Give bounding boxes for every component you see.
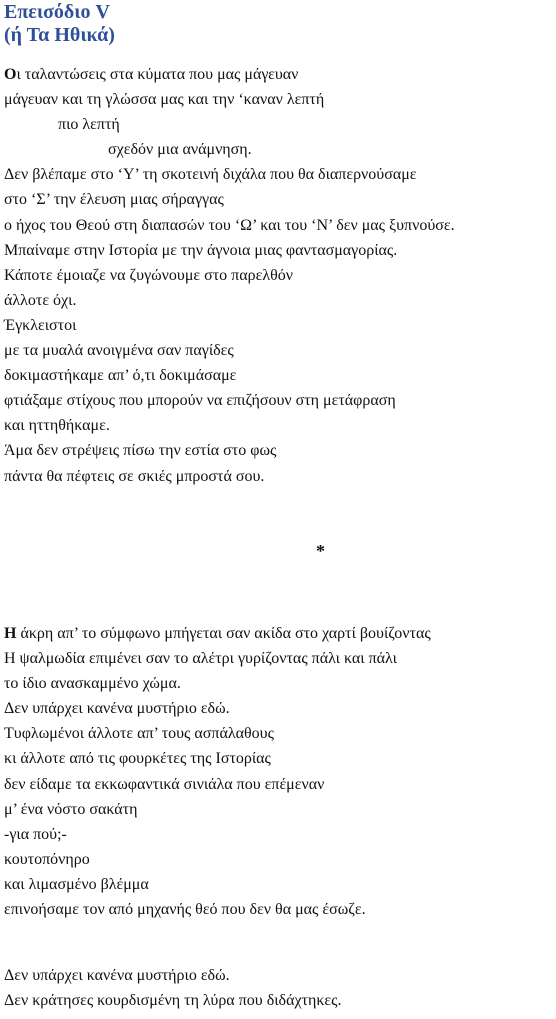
title-line-2: (ή Τα Ηθικά) (4, 24, 115, 46)
poem-line: άλλοτε όχι. (4, 291, 77, 309)
poem-line: Δεν βλέπαμε στο ‘Υ’ τη σκοτεινή διχάλα που θα διαπερνούσαμε (4, 166, 417, 184)
poem-line (4, 62, 556, 87)
poem-line: και ηττηθήκαμε. (4, 417, 110, 435)
poem-line (4, 621, 556, 646)
poem-line: Άμα δεν στρέψεις πίσω την εστία στο φως (4, 442, 277, 460)
poem-line: Τυφλωμένοι άλλοτε απ’ τους ασπάλαθους (4, 725, 274, 743)
poem-line: πάντα θα πέφτεις σε σκιές μπροστά σου. (4, 467, 265, 485)
poem-line: μ’ ένα νόστο σακάτη (4, 800, 138, 818)
poem-line: κουτοπόνηρο (4, 850, 90, 868)
drop-letter: Η (4, 625, 17, 642)
section-separator: * (316, 541, 325, 561)
poem-line: και λιμασμένο βλέμμα (4, 875, 149, 893)
title-line-1: Επεισόδιο V (4, 1, 110, 23)
poem-line: στο ‘Σ’ την έλευση μιας σήραγγας (4, 191, 224, 209)
stanza-2 (4, 621, 556, 922)
drop-letter: Ο (4, 66, 17, 83)
stanza-1 (4, 62, 556, 489)
line-text: άκρη απ’ το σύμφωνο μπήγεται σαν ακίδα στο χαρτί βουίζοντας (16, 625, 431, 642)
poem-line: σχεδόν μια ανάμνηση. (108, 141, 252, 159)
poem-line: Δεν υπάρχει κανένα μυστήριο εδώ. (4, 700, 230, 718)
poem-line: Η ψαλμωδία επιμένει σαν το αλέτρι γυρίζοντας πάλι και πάλι (4, 650, 397, 668)
poem-line: πιο λεπτή (58, 116, 120, 134)
poem-line: ο ήχος του Θεού στη διαπασών του ‘Ω’ και του ‘Ν’ δεν μας ξυπνούσε. (4, 216, 455, 234)
poem-line: Κάποτε έμοιαζε να ζυγώνουμε στο παρελθόν (4, 266, 293, 284)
poem-line: δεν είδαμε τα εκκωφαντικά σινιάλα που επέμεναν (4, 775, 325, 793)
poem-line: Δεν κράτησες κουρδισμένη τη λύρα που διδάχτηκες. (4, 992, 342, 1010)
poem-line: επινοήσαμε τον από μηχανής θεό που δεν θα μας έσωζε. (4, 901, 366, 919)
poem-line: φτιάξαμε στίχους που μπορούν να επιζήσουν στη μετάφραση (4, 392, 396, 410)
poem-line: Δεν υπάρχει κανένα μυστήριο εδώ. (4, 967, 230, 984)
line-text: ι ταλαντώσεις στα κύματα που μας μάγευαν (16, 66, 299, 83)
poem-line: δοκιμαστήκαμε απ’ ό,τι δοκιμάσαμε (4, 367, 237, 385)
poem-line: -για πού;- (4, 825, 67, 843)
poem-line: κι άλλοτε από τις φουρκέτες της Ιστορίας (4, 750, 271, 768)
stanza-3 (4, 963, 556, 1013)
poem-line: το ίδιο ανασκαμμένο χώμα. (4, 675, 181, 693)
poem-line: μάγευαν και τη γλώσσα μας και την ‘καναν λεπτή (4, 91, 325, 109)
poem-line: Έγκλειστοι (4, 316, 77, 334)
poem-line: με τα μυαλά ανοιγμένα σαν παγίδες (4, 342, 234, 360)
poem-line: Μπαίναμε στην Ιστορία με την άγνοια μιας φαντασμαγορίας. (4, 241, 398, 259)
poem-title (4, 1, 115, 47)
